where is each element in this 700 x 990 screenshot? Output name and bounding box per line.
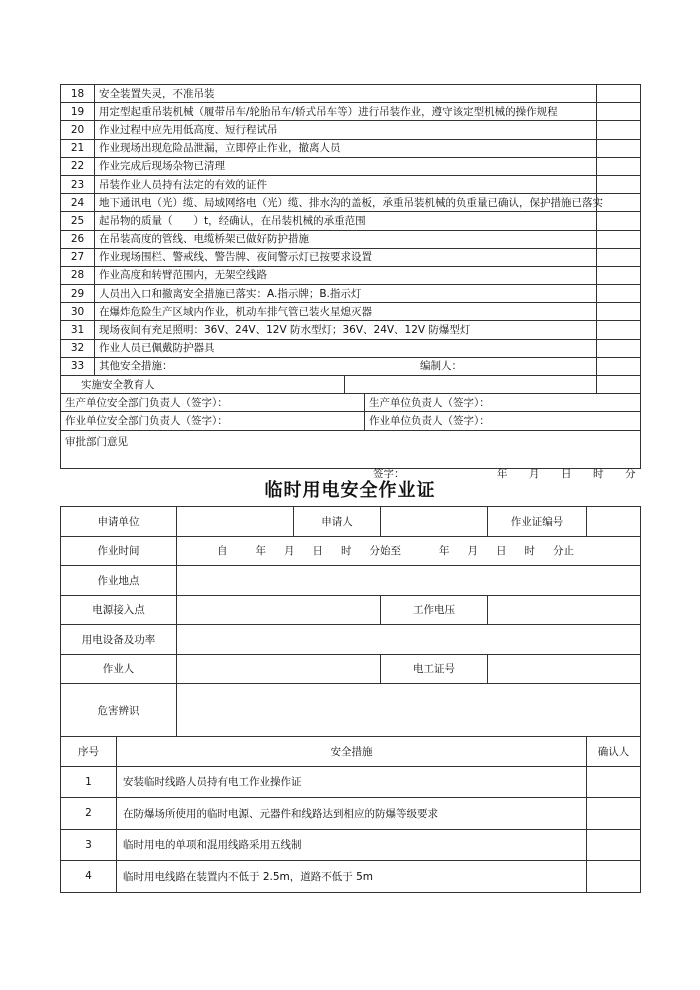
power-measure-text: 临时用电的单项和混用线路采用五线制 <box>117 829 587 861</box>
time-part: 日 <box>496 545 507 558</box>
measure-row <box>61 103 641 121</box>
measure-row <box>61 230 641 248</box>
measure-confirm-field[interactable] <box>597 230 641 248</box>
power-measure-no: 2 <box>61 798 117 830</box>
measure-no: 32 <box>61 339 95 357</box>
measure-confirm-field[interactable] <box>597 139 641 157</box>
equipment-label: 用电设备及功率 <box>61 625 177 655</box>
measure-no: 18 <box>61 85 95 103</box>
work-place-label: 作业地点 <box>61 566 177 596</box>
equipment-field[interactable] <box>177 625 641 655</box>
measure-no: 33 <box>61 357 95 375</box>
measure-row <box>61 157 641 175</box>
time-part: 时 <box>341 545 352 558</box>
power-measure-text: 临时用电线路在装置内不低于 2.5m，道路不低于 5m <box>117 861 587 893</box>
measure-row <box>61 194 641 212</box>
work-time-label: 作业时间 <box>61 536 177 566</box>
approval-field[interactable] <box>61 430 641 480</box>
power-measure-confirm-field[interactable] <box>587 798 641 830</box>
editor-label: 编制人： <box>420 360 462 373</box>
power-measure-confirm-field[interactable] <box>587 829 641 861</box>
measure-confirm-field[interactable] <box>597 175 641 193</box>
measure-no: 26 <box>61 230 95 248</box>
work-place-field[interactable] <box>177 566 641 596</box>
time-part: 日 <box>312 545 323 558</box>
measure-confirm-field[interactable] <box>597 357 641 375</box>
measure-text: 作业现场出现危险品泄漏，立即停止作业，撤离人员 <box>95 139 597 157</box>
measure-no: 31 <box>61 321 95 339</box>
approval-year: 年 <box>497 467 508 480</box>
power-measure-text: 安装临时线路人员持有电工作业操作证 <box>117 766 587 798</box>
power-measure-row <box>61 798 641 830</box>
measure-confirm-field[interactable] <box>597 212 641 230</box>
measure-row <box>61 121 641 139</box>
measure-confirm-field[interactable] <box>597 339 641 357</box>
hazard-field[interactable] <box>177 684 641 737</box>
measure-no: 28 <box>61 266 95 284</box>
safety-education-extra[interactable] <box>597 376 641 394</box>
measure-confirm-field[interactable] <box>597 103 641 121</box>
measure-row <box>61 248 641 266</box>
measure-text: 在爆炸危险生产区域内作业，机动车排气管已装火星熄灭器 <box>95 303 597 321</box>
form-title: 临时用电安全作业证 <box>264 480 436 501</box>
measure-text: 在吊装高度的管线、电缆桥架已做好防护措施 <box>95 230 597 248</box>
power-measure-row <box>61 766 641 798</box>
measure-no: 30 <box>61 303 95 321</box>
measure-row <box>61 139 641 157</box>
measure-no: 27 <box>61 248 95 266</box>
measure-confirm-field[interactable] <box>597 248 641 266</box>
time-part: 月 <box>467 545 478 558</box>
power-measure-row <box>61 829 641 861</box>
measure-text: 起吊物的质量（ ）t，经确认，在吊装机械的承重范围 <box>95 212 597 230</box>
safety-education-field[interactable] <box>345 376 597 394</box>
measure-no: 19 <box>61 103 95 121</box>
measure-text: 人员出入口和撤离安全措施已落实：A.指示牌；B.指示灯 <box>95 285 597 303</box>
col-measure-header: 安全措施 <box>117 737 587 767</box>
approval-minute: 分 <box>625 467 636 480</box>
sign-left-field[interactable]: 生产单位安全部门负责人（签字）： <box>61 394 365 412</box>
power-measure-no: 4 <box>61 861 117 893</box>
time-part: 分始至 <box>369 545 401 558</box>
power-point-label: 电源接入点 <box>61 595 177 625</box>
measure-text: 作业完成后现场杂物已清理 <box>95 157 597 175</box>
power-measure-row <box>61 861 641 893</box>
power-measure-confirm-field[interactable] <box>587 861 641 893</box>
measure-row <box>61 266 641 284</box>
measure-row <box>61 303 641 321</box>
measure-text: 现场夜间有充足照明：36V、24V、12V 防水型灯；36V、24V、12V 防爆型灯 <box>95 321 597 339</box>
measure-no: 22 <box>61 157 95 175</box>
hazard-label: 危害辨识 <box>61 684 177 737</box>
other-measures-field[interactable] <box>95 357 597 375</box>
approval-hour: 时 <box>593 467 604 480</box>
power-measure-text: 在防爆场所使用的临时电源、元器件和线路达到相应的防爆等级要求 <box>117 798 587 830</box>
measure-row-other <box>61 357 641 375</box>
measure-confirm-field[interactable] <box>597 285 641 303</box>
time-part: 分止 <box>553 545 574 558</box>
power-measure-no: 3 <box>61 829 117 861</box>
col-no-header: 序号 <box>61 737 117 767</box>
measure-no: 25 <box>61 212 95 230</box>
measure-text: 作业现场围栏、警戒线、警告牌、夜间警示灯已按要求设置 <box>95 248 597 266</box>
measure-confirm-field[interactable] <box>597 321 641 339</box>
measure-no: 29 <box>61 285 95 303</box>
measure-confirm-field[interactable] <box>597 266 641 284</box>
measure-row <box>61 285 641 303</box>
measure-row <box>61 339 641 357</box>
applicant-field[interactable] <box>381 507 488 537</box>
measure-confirm-field[interactable] <box>597 194 641 212</box>
measure-text: 作业高度和转臂范围内，无架空线路 <box>95 266 597 284</box>
measure-no: 23 <box>61 175 95 193</box>
worker-label: 作业人 <box>61 654 177 684</box>
power-measure-no: 1 <box>61 766 117 798</box>
col-confirm-header: 确认人 <box>587 737 641 767</box>
measure-confirm-field[interactable] <box>597 85 641 103</box>
temp-power-permit-table <box>60 506 641 893</box>
time-part: 自 <box>217 545 228 558</box>
applicant-label: 申请人 <box>294 507 381 537</box>
voltage-label: 工作电压 <box>381 595 488 625</box>
work-time-field[interactable] <box>177 536 641 566</box>
electrician-no-label: 电工证号 <box>381 654 488 684</box>
apply-unit-label: 申请单位 <box>61 507 177 537</box>
approval-sign-label: 签字： <box>373 467 405 480</box>
time-part: 年 <box>439 545 450 558</box>
electrician-no-field[interactable] <box>488 654 641 684</box>
measure-text: 安全装置失灵，不准吊装 <box>95 85 597 103</box>
measure-confirm-field[interactable] <box>597 121 641 139</box>
measure-no: 20 <box>61 121 95 139</box>
measure-row <box>61 212 641 230</box>
measure-confirm-field[interactable] <box>597 303 641 321</box>
voltage-field[interactable] <box>488 595 641 625</box>
measure-row <box>61 175 641 193</box>
power-measure-confirm-field[interactable] <box>587 766 641 798</box>
sign-right-field[interactable]: 作业单位负责人（签字）： <box>365 412 641 430</box>
worker-field[interactable] <box>177 654 381 684</box>
measure-text: 用定型起重吊装机械（履带吊车/轮胎吊车/轿式吊车等）进行吊装作业，遵守该定型机械的操作规程 <box>95 103 597 121</box>
approval-day: 日 <box>561 467 572 480</box>
sign-right-field[interactable]: 生产单位负责人（签字）： <box>365 394 641 412</box>
approval-label: 审批部门意见 <box>65 435 128 448</box>
measure-row <box>61 85 641 103</box>
apply-unit-field[interactable] <box>177 507 294 537</box>
measure-confirm-field[interactable] <box>597 157 641 175</box>
time-part: 时 <box>524 545 535 558</box>
measure-text: 作业过程中应先用低高度、短行程试吊 <box>95 121 597 139</box>
sign-left-field[interactable]: 作业单位安全部门负责人（签字）： <box>61 412 365 430</box>
safety-education-label: 实施安全教育人 <box>61 376 345 394</box>
measure-no: 21 <box>61 139 95 157</box>
measure-text: 吊装作业人员持有法定的有效的证件 <box>95 175 597 193</box>
power-point-field[interactable] <box>177 595 381 625</box>
cert-no-field[interactable] <box>587 507 641 537</box>
cert-no-label: 作业证编号 <box>488 507 587 537</box>
measure-text: 作业人员已佩戴防护器具 <box>95 339 597 357</box>
other-measures-label: 其他安全措施： <box>99 360 173 373</box>
hoisting-measures-table <box>60 84 641 480</box>
measure-no: 24 <box>61 194 95 212</box>
time-part: 月 <box>284 545 295 558</box>
time-part: 年 <box>255 545 266 558</box>
approval-month: 月 <box>529 467 540 480</box>
measure-text: 地下通讯电（光）缆、局域网络电（光）缆、排水沟的盖板，承重吊装机械的负重量已确认，保护措施已落实 <box>95 194 597 212</box>
measure-row <box>61 321 641 339</box>
